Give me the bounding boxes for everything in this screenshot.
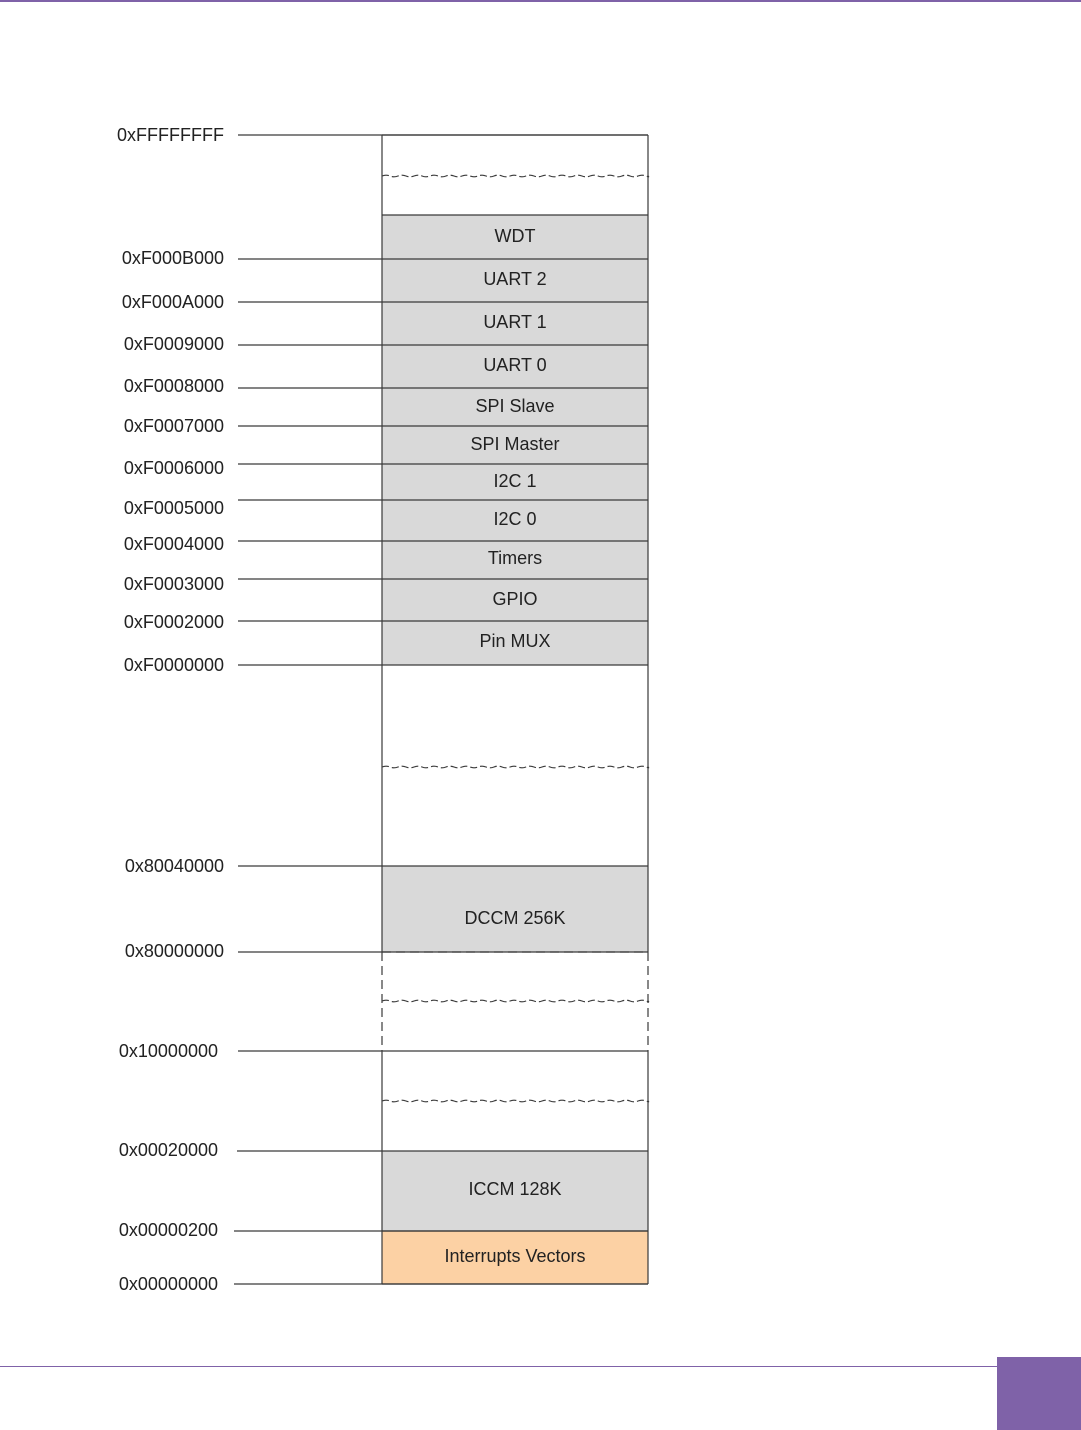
region-label-uart-0: UART 0 <box>483 355 547 375</box>
region-label-iccm-128k: ICCM 128K <box>468 1179 562 1199</box>
address-label-0xffffffff: 0xFFFFFFFF <box>117 125 224 145</box>
address-label-0xf0006000: 0xF0006000 <box>123 458 224 478</box>
address-label-0x80040000: 0x80040000 <box>124 856 224 876</box>
region-label-timers: Timers <box>487 548 543 568</box>
address-label-0xf000b000: 0xF000B000 <box>121 248 224 268</box>
address-label-0xf0003000: 0xF0003000 <box>123 574 224 594</box>
address-label-0xf0004000: 0xF0004000 <box>123 534 224 554</box>
address-label-0xf0009000: 0xF0009000 <box>123 334 224 354</box>
region-label-i2c-1: I2C 1 <box>493 471 537 491</box>
address-label-0x00000000: 0x00000000 <box>118 1274 218 1294</box>
address-label-0x10000000: 0x10000000 <box>118 1041 218 1061</box>
address-label-0x00020000: 0x00020000 <box>118 1140 218 1160</box>
address-label-0x80000000: 0x80000000 <box>124 941 224 961</box>
address-label-0x00000200: 0x00000200 <box>118 1220 218 1240</box>
region-label-gpio: GPIO <box>492 589 538 609</box>
page-corner-block <box>997 1357 1081 1430</box>
region-label-i2c-0: I2C 0 <box>493 509 537 529</box>
region-label-spi-master: SPI Master <box>470 434 560 454</box>
region-label-uart-1: UART 1 <box>483 312 547 332</box>
region-label-dccm-256k: DCCM 256K <box>464 908 566 928</box>
region-label-wdt: WDT <box>494 226 536 246</box>
address-label-0xf0000000: 0xF0000000 <box>123 655 224 675</box>
address-label-0xf000a000: 0xF000A000 <box>121 292 224 312</box>
address-label-0xf0008000: 0xF0008000 <box>123 376 224 396</box>
region-label-interrupts-vectors: Interrupts Vectors <box>444 1246 586 1266</box>
region-block-2 <box>382 665 648 866</box>
region-label-spi-slave: SPI Slave <box>475 396 555 416</box>
region-label-pin-mux: Pin MUX <box>479 631 551 651</box>
address-label-0xf0002000: 0xF0002000 <box>123 612 224 632</box>
bottom-rule <box>0 1366 997 1367</box>
address-label-0xf0007000: 0xF0007000 <box>123 416 224 436</box>
address-label-0xf0005000: 0xF0005000 <box>123 498 224 518</box>
region-label-uart-2: UART 2 <box>483 269 547 289</box>
